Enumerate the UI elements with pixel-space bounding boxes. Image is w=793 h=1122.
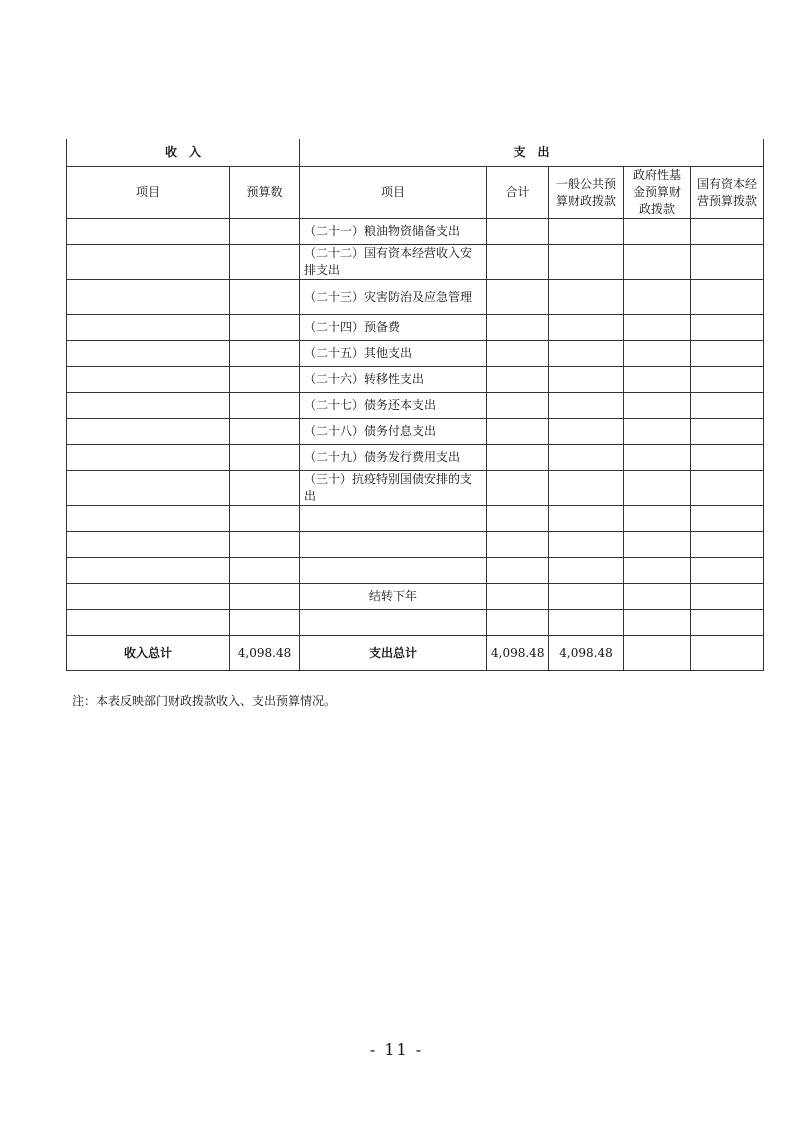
col-item-left: 项目: [67, 167, 230, 219]
table-row: [67, 280, 764, 315]
expense-item: （二十一）粮油物资储备支出: [300, 219, 487, 245]
table-row: [67, 506, 764, 532]
expense-item: [300, 532, 487, 558]
col-total: 合计: [487, 167, 549, 219]
table-row: [67, 445, 764, 471]
expense-total-value: 4,098.48: [487, 636, 549, 671]
income-header: 收 入: [67, 139, 300, 167]
expense-fund-value: [624, 636, 691, 671]
table-row: [67, 584, 764, 610]
col-general: 一般公共预算财政拨款: [549, 167, 624, 219]
expense-total-label: 支出总计: [300, 636, 487, 671]
expense-item: （二十二）国有资本经营收入安排支出: [300, 245, 487, 280]
expense-item: [300, 610, 487, 636]
table-header-row: [67, 139, 764, 167]
table-row: [67, 393, 764, 419]
totals-row: [67, 636, 764, 671]
table-row: [67, 341, 764, 367]
expense-item: （二十三）灾害防治及应急管理: [300, 280, 487, 315]
expense-item: （三十）抗疫特别国债安排的支出: [300, 471, 487, 506]
income-total-label: 收入总计: [67, 636, 230, 671]
table-row: [67, 219, 764, 245]
expense-item: [300, 558, 487, 584]
expense-item: （二十九）债务发行费用支出: [300, 445, 487, 471]
col-item-right: 项目: [300, 167, 487, 219]
table-row: [67, 245, 764, 280]
expense-item: （二十八）债务付息支出: [300, 419, 487, 445]
expense-capital-value: [691, 636, 764, 671]
table-row: [67, 367, 764, 393]
table-row: [67, 315, 764, 341]
col-capital: 国有资本经营预算拨款: [691, 167, 764, 219]
expense-general-value: 4,098.48: [549, 636, 624, 671]
column-header-row: [67, 167, 764, 219]
table-row: [67, 610, 764, 636]
expense-header: 支 出: [300, 139, 764, 167]
expense-item: （二十五）其他支出: [300, 341, 487, 367]
table-row: [67, 558, 764, 584]
income-total-value: 4,098.48: [230, 636, 300, 671]
budget-table: [66, 139, 764, 671]
table-row: [67, 471, 764, 506]
expense-item: （二十七）债务还本支出: [300, 393, 487, 419]
expense-item: （二十六）转移性支出: [300, 367, 487, 393]
col-fund: 政府性基金预算财政拨款: [624, 167, 691, 219]
table-row: [67, 532, 764, 558]
page-number: - 11 -: [369, 1040, 424, 1059]
expense-item: （二十四）预备费: [300, 315, 487, 341]
col-budget: 预算数: [230, 167, 300, 219]
expense-item: [300, 506, 487, 532]
table-row: [67, 419, 764, 445]
table-note: 注：本表反映部门财政拨款收入、支出预算情况。: [72, 694, 337, 708]
expense-item: 结转下年: [300, 584, 487, 610]
